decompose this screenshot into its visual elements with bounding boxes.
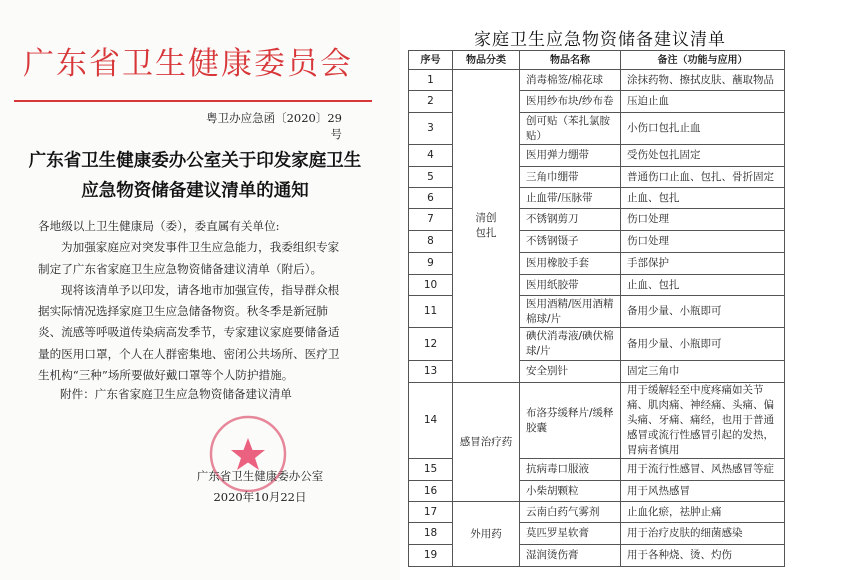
item-note: 普通伤口止血、包扎、骨折固定 — [621, 167, 785, 188]
row-number: 11 — [409, 296, 453, 328]
title-line-2: 应急物资储备建议清单的通知 — [81, 181, 309, 201]
row-number: 15 — [409, 459, 453, 481]
table-row — [409, 383, 785, 459]
table-row — [409, 502, 785, 523]
column-header: 序号 — [409, 51, 453, 70]
item-note: 受伤处包扎固定 — [621, 145, 785, 167]
title-line-1: 广东省卫生健康委办公室关于印发家庭卫生 — [28, 151, 362, 171]
item-name: 医用纸胶带 — [520, 275, 621, 296]
row-number: 10 — [409, 275, 453, 296]
category-cell: 感冒治疗药 — [453, 383, 520, 502]
item-name: 布洛芬缓释片/缓释胶囊 — [520, 383, 621, 459]
row-number: 5 — [409, 167, 453, 188]
row-number: 16 — [409, 481, 453, 502]
row-number: 2 — [409, 91, 453, 113]
notice-body — [38, 216, 344, 386]
row-number: 6 — [409, 188, 453, 209]
item-name: 医用橡胶手套 — [520, 253, 621, 275]
item-note: 备用少量、小瓶即可 — [621, 328, 785, 361]
column-header: 物品分类 — [453, 51, 520, 70]
item-note: 小伤口包扎止血 — [621, 113, 785, 145]
item-note: 用于流行性感冒、风热感冒等症 — [621, 459, 785, 481]
item-name: 不锈钢镊子 — [520, 231, 621, 253]
row-number: 4 — [409, 145, 453, 167]
item-name: 小柴胡颗粒 — [520, 481, 621, 502]
category-cell: 清创 包扎 — [453, 70, 520, 383]
category-cell: 外用药 — [453, 502, 520, 567]
row-number: 14 — [409, 383, 453, 459]
attachment-note: 附件：广东省家庭卫生应急物资储备建议清单 — [60, 387, 292, 401]
item-note: 手部保护 — [621, 253, 785, 275]
item-note: 止血、包扎 — [621, 188, 785, 209]
row-number: 1 — [409, 70, 453, 91]
table-row — [409, 70, 785, 91]
paragraph-2: 现将该清单予以印发，请各地市加强宣传，指导群众根据实际情况选择家庭卫生应急储备物资。秋冬季是新冠肺炎、流感等呼吸道传染病高发季节，专家建议家庭要储备适量的医用口罩，个人在人群密集地、密闭公共场所、医疗卫生机构“三种”场所要做好戴口罩等个人防护措施。 — [38, 282, 340, 383]
column-header: 物品名称 — [520, 51, 621, 70]
item-name: 安全别针 — [520, 361, 621, 383]
table-header-row — [409, 51, 785, 70]
supply-table — [408, 50, 785, 567]
letterhead: 广东省卫生健康委员会 — [23, 46, 353, 82]
item-name: 云南白药气雾剂 — [520, 502, 621, 523]
document-number: 粤卫办应急函〔2020〕29号 — [206, 111, 342, 141]
paragraph-1: 为加强家庭应对突发事件卫生应急能力，我委组织专家制定了广东省家庭卫生应急物资储备建议清单（附后）。 — [38, 240, 340, 276]
row-number: 12 — [409, 328, 453, 361]
item-note: 止血、包扎 — [621, 275, 785, 296]
notice-page — [0, 0, 400, 580]
item-note: 用于风热感冒 — [621, 481, 785, 502]
item-name: 不锈钢剪刀 — [520, 209, 621, 231]
row-number: 8 — [409, 231, 453, 253]
row-number: 13 — [409, 361, 453, 383]
item-name: 抗病毒口服液 — [520, 459, 621, 481]
item-note: 伤口处理 — [621, 231, 785, 253]
item-note: 用于治疗皮肤的细菌感染 — [621, 523, 785, 545]
row-number: 19 — [409, 545, 453, 567]
row-number: 18 — [409, 523, 453, 545]
item-name: 止血带/压脉带 — [520, 188, 621, 209]
column-header: 备注（功能与应用） — [621, 51, 785, 70]
item-note: 用于缓解轻至中度疼痛如关节痛、肌肉痛、神经痛、头痛、偏头痛、牙痛、痛经，也用于普通感冒或流行性感冒引起的发热，胃病者慎用 — [621, 383, 785, 459]
item-name: 莫匹罗星软膏 — [520, 523, 621, 545]
item-name: 三角巾绷带 — [520, 167, 621, 188]
item-name: 消毒棉签/棉花球 — [520, 70, 621, 91]
item-note: 备用少量、小瓶即可 — [621, 296, 785, 328]
salutation: 各地级以上卫生健康局（委），委直属有关单位: — [38, 219, 280, 233]
row-number: 3 — [409, 113, 453, 145]
item-name: 湿润烫伤膏 — [520, 545, 621, 567]
item-note: 止血化瘀，祛肿止痛 — [621, 502, 785, 523]
item-name: 医用弹力绷带 — [520, 145, 621, 167]
list-title: 家庭卫生应急物资储备建议清单 — [474, 30, 726, 50]
notice-title — [20, 146, 370, 206]
item-name: 创可贴（苯扎氯胺贴） — [520, 113, 621, 145]
item-note: 涂抹药物、擦拭皮肤、蘸取物品 — [621, 70, 785, 91]
signature-date: 2020年10月22日 — [213, 490, 307, 504]
letterhead-divider — [14, 100, 372, 102]
row-number: 7 — [409, 209, 453, 231]
row-number: 17 — [409, 502, 453, 523]
list-page — [400, 0, 850, 580]
item-note: 伤口处理 — [621, 209, 785, 231]
item-note: 用于各种烧、烫、灼伤 — [621, 545, 785, 567]
signature-block — [180, 466, 340, 508]
item-note: 压迫止血 — [621, 91, 785, 113]
signature-org: 广东省卫生健康委办公室 — [196, 469, 324, 483]
item-note: 固定三角巾 — [621, 361, 785, 383]
item-name: 碘伏消毒液/碘伏棉球/片 — [520, 328, 621, 361]
item-name: 医用纱布块/纱布卷 — [520, 91, 621, 113]
item-name: 医用酒精/医用酒精棉球/片 — [520, 296, 621, 328]
row-number: 9 — [409, 253, 453, 275]
